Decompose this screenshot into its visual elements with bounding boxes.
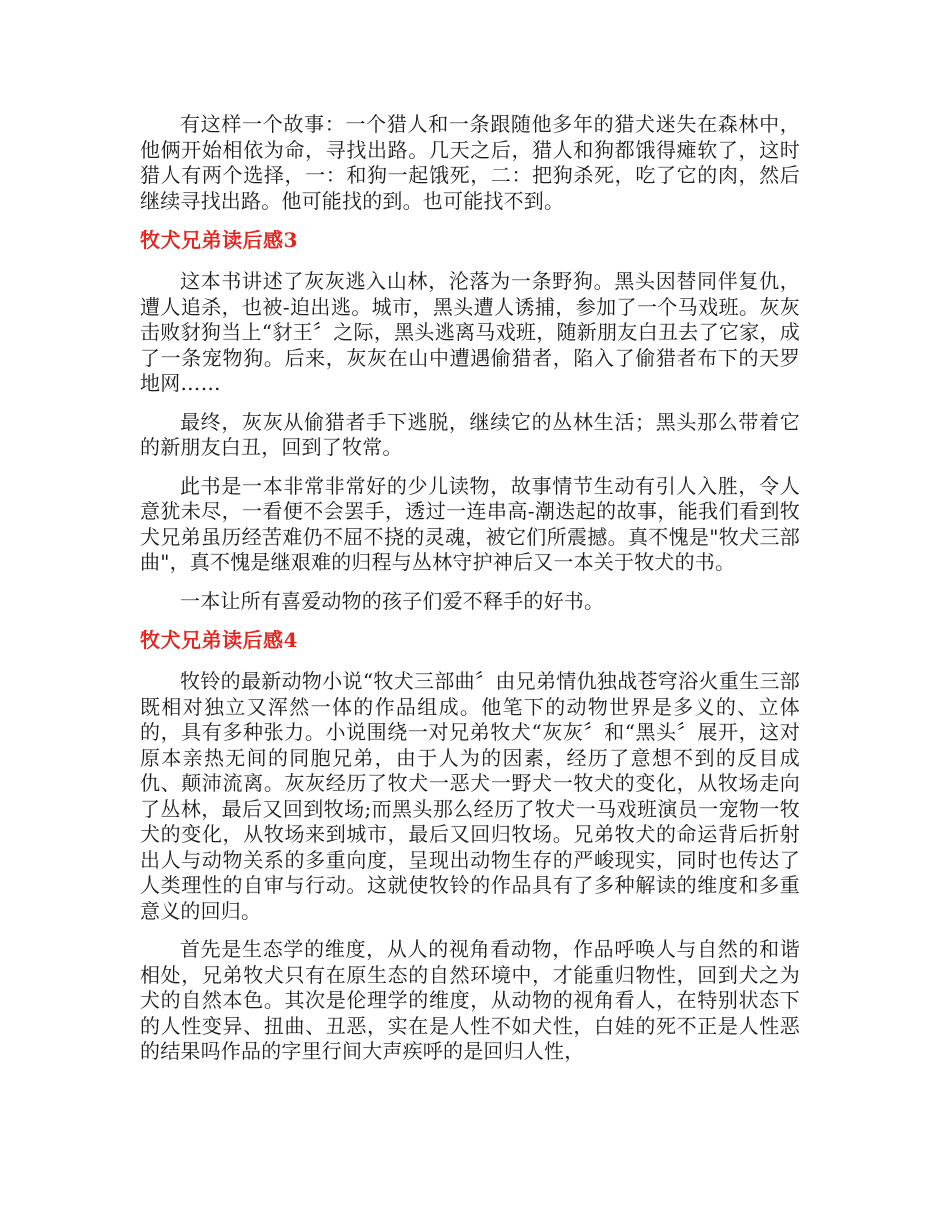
section-3-heading: 牧犬兄弟读后感3 [140,228,298,252]
document-page [140,112,800,1078]
section-4-heading: 牧犬兄弟读后感4 [140,628,298,652]
section-3-paragraph-1: 这本书讲述了灰灰逃入山林，沦落为一条野狗。黑头因替同伴复仇，遭人追杀，也被-迫出逃。城市，黑头遭人诱捕，参加了一个马戏班。灰灰击败豺狗当上“豺王〞之际，黑头逃离马戏班，随新朋友白丑去了它家，成了一条宠物狗。后来，灰灰在山中遭遇偷猎者，陷入了偷猎者布下的天罗地网…… [140,269,800,395]
section-3-paragraph-4: 一本让所有喜爱动物的孩子们爱不释手的好书。 [180,588,605,613]
intro-paragraph: 有这样一个故事：一个猎人和一条跟随他多年的猎犬迷失在森林中，他俩开始相依为命，寻找出路。几天之后，猎人和狗都饿得瘫软了，这时猎人有两个选择，一：和狗一起饿死，二：把狗杀死，吃了它的肉，然后继续寻找出路。他可能找的到。也可能找不到。 [140,112,800,213]
section-4-paragraph-1: 牧铃的最新动物小说“牧犬三部曲〞由兄弟情仇独战苍穹浴火重生三部既相对独立又浑然一体的作品组成。他笔下的动物世界是多义的、立体的，具有多种张力。小说围绕一对兄弟牧犬“灰灰〞和“黑头〞展开，这对原本亲热无间的同胞兄弟，由于人为的因素，经历了意想不到的反目成仇、颠沛流离。灰灰经历了牧犬一恶犬一野犬一牧犬的变化，从牧场走向了丛林，最后又回到牧场;而黑头那么经历了牧犬一马戏班演员一宠物一牧犬的变化，从牧场来到城市，最后又回归牧场。兄弟牧犬的命运背后折射出人与动物关系的多重向度，呈现出动物生存的严峻现实，同时也传达了人类理性的自审与行动。这就使牧铃的作品具有了多种解读的维度和多重意义的回归。 [140,669,800,923]
section-3-paragraph-2: 最终，灰灰从偷猎者手下逃脱，继续它的丛林生活；黑头那么带着它的新朋友白丑，回到了牧常。 [140,409,800,459]
section-4-paragraph-2: 首先是生态学的维度，从人的视角看动物，作品呼唤人与自然的和谐相处，兄弟牧犬只有在原生态的自然环境中，才能重归物性，回到犬之为犬的自然本色。其次是伦理学的维度，从动物的视角看人，在特别状态下的人性变异、扭曲、丑恶，实在是人性不如犬性，白娃的死不正是人性恶的结果吗作品的字里行间大声疾呼的是回归人性， [140,937,800,1063]
section-3-paragraph-3: 此书是一本非常非常好的少儿读物，故事情节生动有引人入胜，令人意犹未尽，一看便不会罢手，透过一连串高-潮迭起的故事，能我们看到牧犬兄弟虽历经苦难仍不屈不挠的灵魂，被它们所震撼。真不愧是"牧犬三部曲"，真不愧是继艰难的归程与丛林守护神后又一本关于牧犬的书。 [140,473,800,574]
